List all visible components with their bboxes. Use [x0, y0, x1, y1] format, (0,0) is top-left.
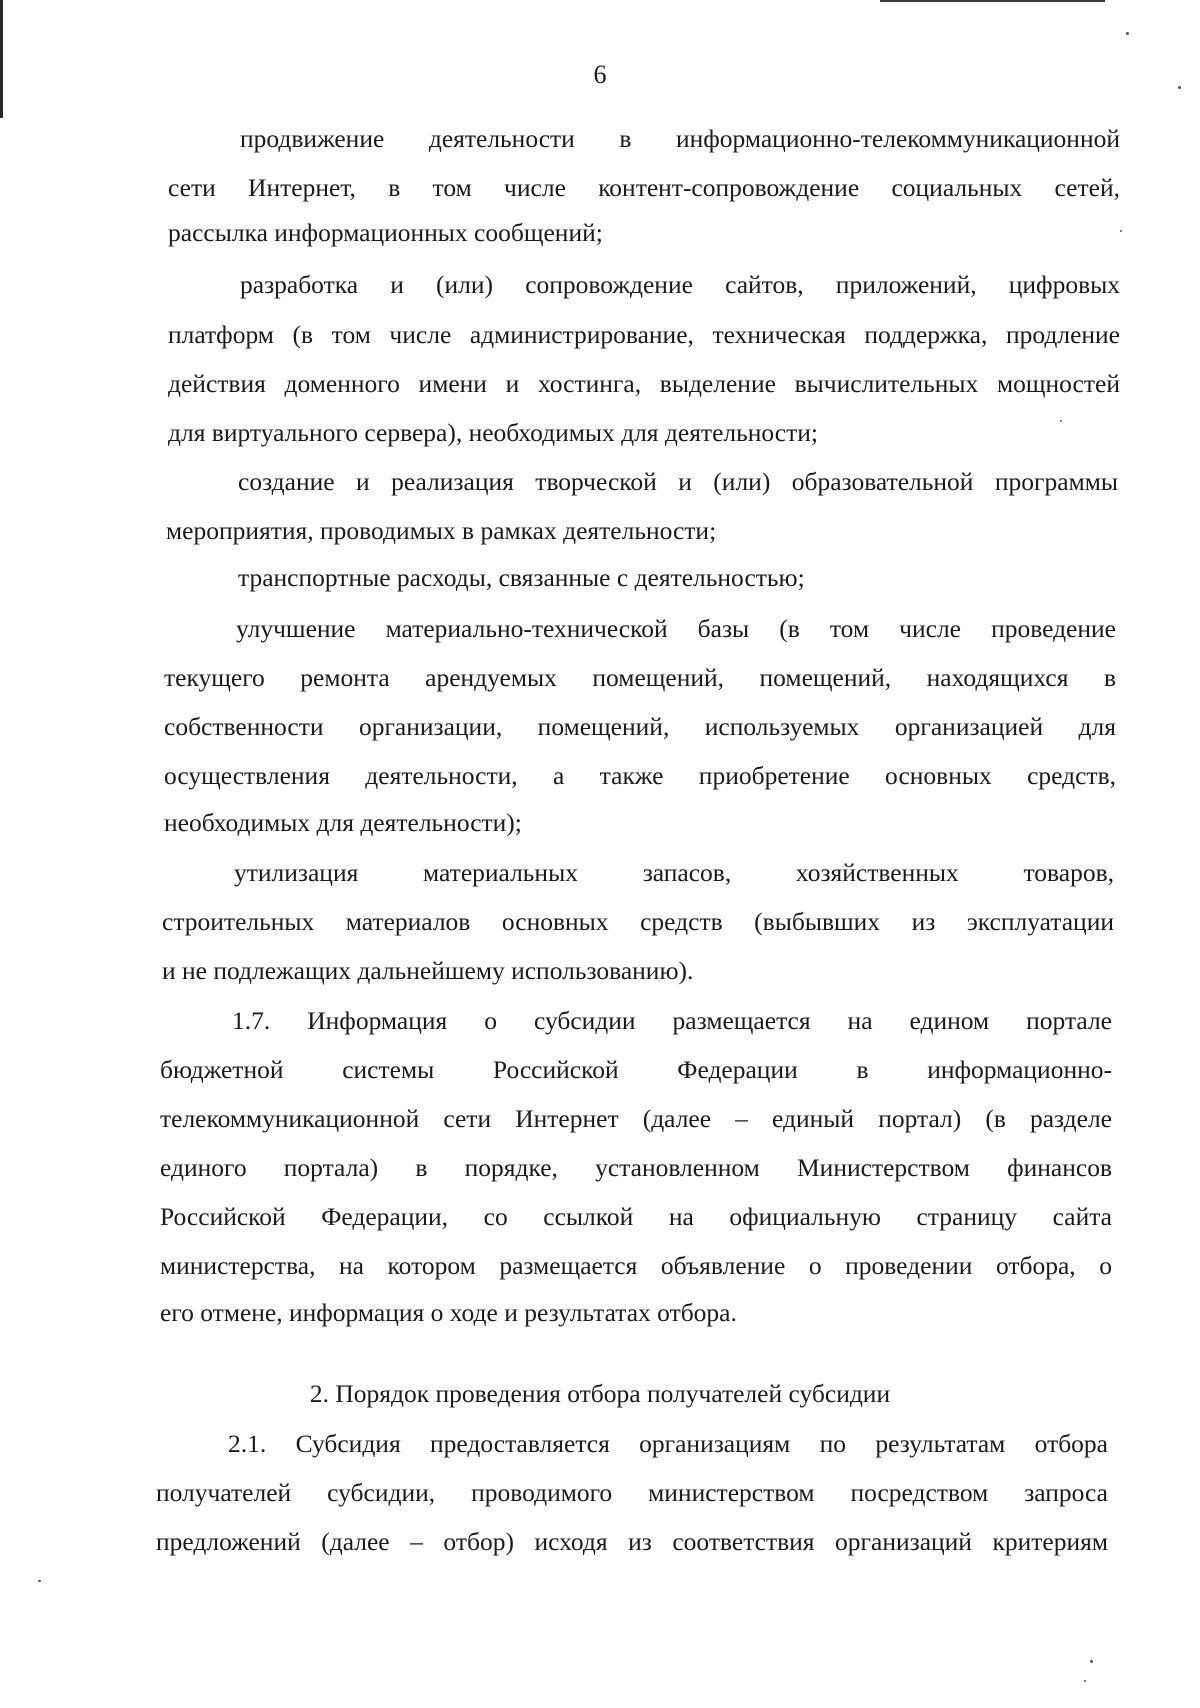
section-heading: 2. Порядок проведения отбора получателей субсидии: [309, 1379, 891, 1408]
text-line: создание и реализация творческой и (или) образовательной программы: [238, 467, 1118, 496]
text-line: его отмене, информация о ходе и результатах отбора.: [160, 1298, 737, 1327]
text-line: 2.1. Субсидия предоставляется организациям по результатам отбора: [228, 1429, 1108, 1458]
text-line: предложений (далее – отбор) исходя из соответствия организаций критериям: [156, 1527, 1108, 1556]
scan-speck: [38, 1580, 41, 1582]
text-line: мероприятия, проводимых в рамках деятельности;: [166, 516, 717, 545]
text-line: утилизация материальных запасов, хозяйственных товаров,: [234, 858, 1114, 887]
scan-speck: [1120, 230, 1122, 232]
text-line: строительных материалов основных средств (выбывших из эксплуатации: [162, 907, 1114, 936]
text-line: платформ (в том числе администрирование, техническая поддержка, продление: [168, 320, 1120, 349]
text-line: 1.7. Информация о субсидии размещается на едином портале: [232, 1006, 1112, 1035]
scan-speck: [1060, 420, 1062, 422]
text-line: разработка и (или) сопровождение сайтов, приложений, цифровых: [240, 270, 1120, 299]
text-line: улучшение материально-технической базы (в том числе проведение: [236, 614, 1116, 643]
text-line: для виртуального сервера), необходимых для деятельности;: [168, 418, 818, 447]
text-line: Российской Федерации, со ссылкой на официальную страницу сайта: [160, 1202, 1112, 1231]
scan-edge-left: [0, 0, 3, 118]
text-line: бюджетной системы Российской Федерации в информационно-: [160, 1055, 1112, 1084]
text-line: необходимых для деятельности);: [164, 808, 522, 837]
text-line: получателей субсидии, проводимого министерством посредством запроса: [156, 1478, 1108, 1507]
text-line: и не подлежащих дальнейшему использованию).: [162, 956, 694, 985]
text-line: единого портала) в порядке, установленном Министерством финансов: [160, 1153, 1112, 1182]
scan-edge-top: [880, 0, 1105, 2]
text-line: действия доменного имени и хостинга, выделение вычислительных мощностей: [168, 369, 1120, 398]
text-line: осуществления деятельности, а также приобретение основных средств,: [164, 761, 1116, 790]
text-line: текущего ремонта арендуемых помещений, помещений, находящихся в: [164, 663, 1116, 692]
page-number: 6: [593, 60, 607, 89]
text-line: телекоммуникационной сети Интернет (далее – единый портал) (в разделе: [160, 1104, 1112, 1133]
text-line: сети Интернет, в том числе контент-сопровождение социальных сетей,: [168, 173, 1120, 202]
scan-speck: [1084, 1680, 1086, 1682]
text-line: рассылка информационных сообщений;: [168, 218, 603, 247]
scan-speck: [1126, 32, 1129, 35]
scan-speck: [1090, 1660, 1093, 1663]
text-line: собственности организации, помещений, используемых организацией для: [164, 712, 1116, 741]
text-line: продвижение деятельности в информационно-телекоммуникационной: [240, 124, 1120, 153]
text-line: транспортные расходы, связанные с деятельностью;: [238, 563, 805, 592]
text-line: министерства, на котором размещается объявление о проведении отбора, о: [160, 1251, 1112, 1280]
